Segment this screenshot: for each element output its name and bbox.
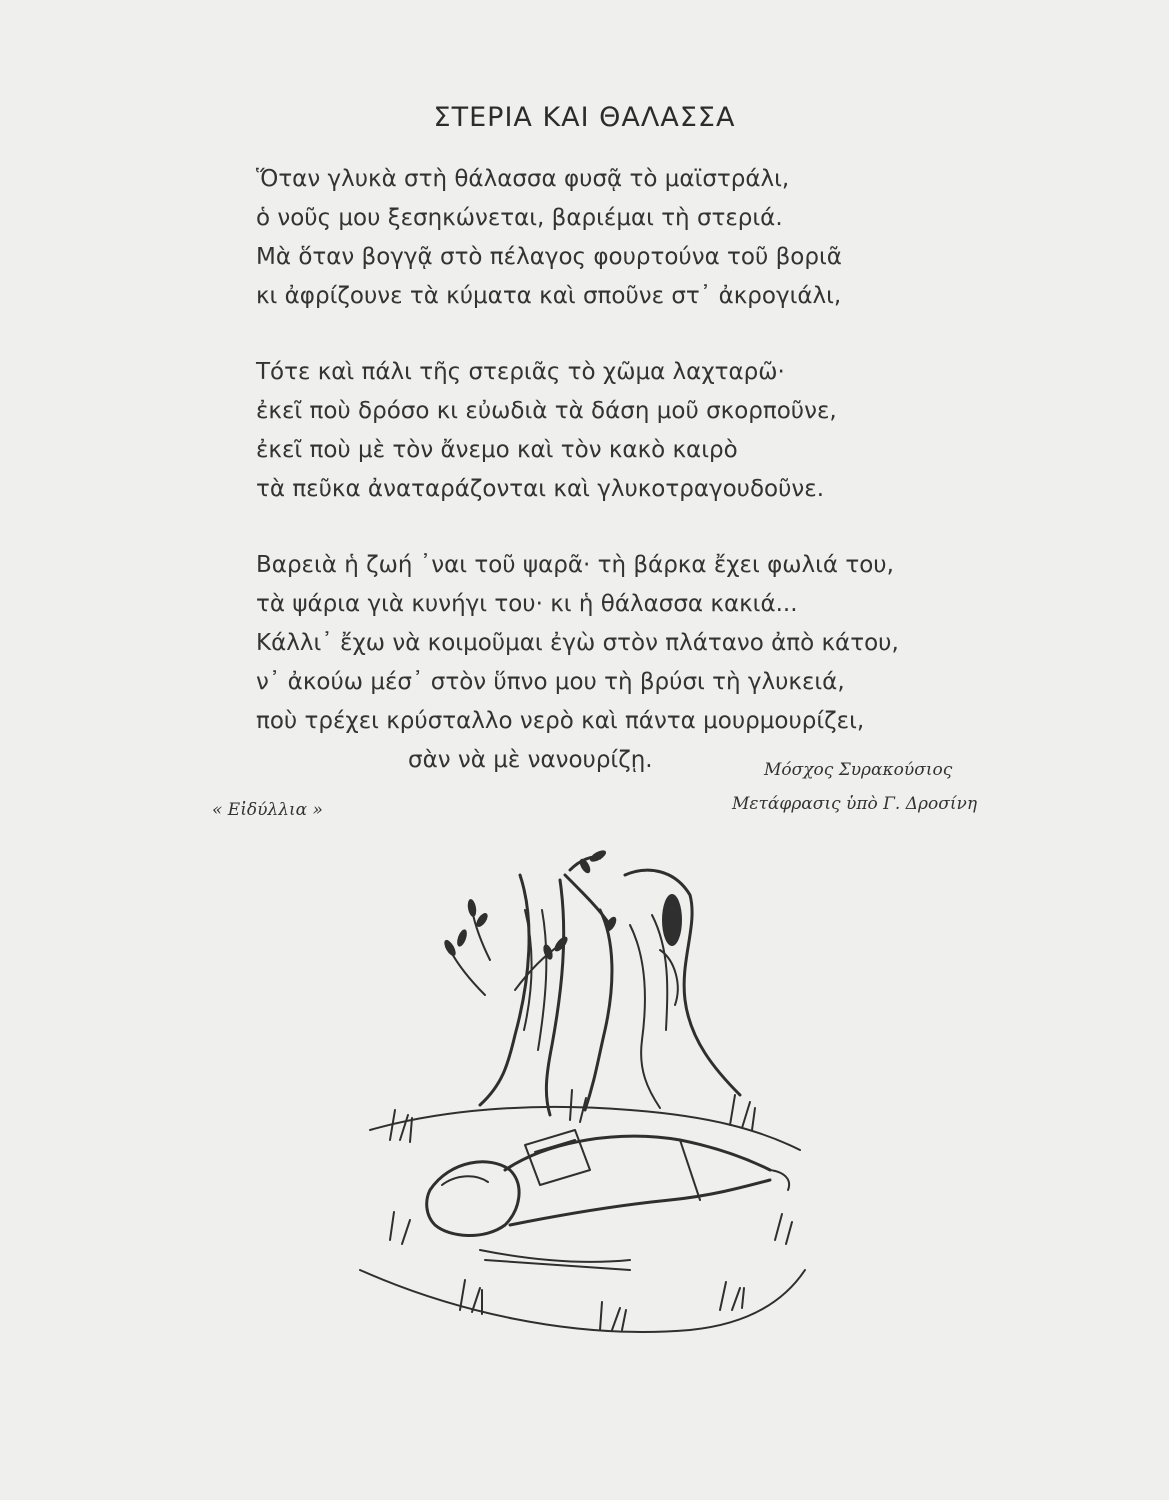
poem-line: ὁ νοῦς μου ξεσηκώνεται, βαριέμαι τὴ στεριά. — [256, 205, 783, 231]
poem-line: ἐκεῖ ποὺ δρόσο κι εὐωδιὰ τὰ δάση μοῦ σκορποῦνε, — [256, 398, 837, 424]
poem-line: τὰ πεῦκα ἀναταράζονται καὶ γλυκοτραγουδοῦνε. — [256, 476, 825, 502]
poem-title: ΣΤΕΡΙΑ ΚΑΙ ΘΑΛΑΣΣΑ — [433, 102, 736, 133]
poem-line: τὰ ψάρια γιὰ κυνήγι του· κι ἡ θάλασσα κακιά... — [256, 591, 798, 617]
stanza-spacer — [256, 316, 1076, 353]
poem-line: Τότε καὶ πάλι τῆς στεριᾶς τὸ χῶμα λαχταρῶ· — [256, 359, 785, 385]
poem-body — [256, 160, 1076, 780]
poem-line: Κάλλι᾽ ἔχω νὰ κοιμοῦμαι ἐγὼ στὸν πλάτανο ἀπὸ κάτου, — [256, 630, 899, 656]
poem-line: Μὰ ὅταν βογγᾷ στὸ πέλαγος φουρτούνα τοῦ βοριᾶ — [256, 244, 842, 270]
stanza-2 — [256, 353, 1076, 509]
poem-line: Βαρειὰ ἡ ζωή ᾽ναι τοῦ ψαρᾶ· τὴ βάρκα ἔχει φωλιά του, — [256, 552, 894, 578]
poem-line: Ὅταν γλυκὰ στὴ θάλασσα φυσᾷ τὸ μαϊστράλι, — [256, 166, 790, 192]
poem-line: ν᾽ ἀκούω μέσ᾽ στὸν ὕπνο μου τὴ βρύσι τὴ γλυκειά, — [256, 669, 845, 695]
poem-line-refrain: σὰν νὰ μὲ νανουρίζῃ. — [408, 747, 653, 773]
stanza-3 — [256, 546, 1076, 780]
poem-line: ποὺ τρέχει κρύσταλλο νερὸ καὶ πάντα μουρμουρίζει, — [256, 708, 865, 734]
source-title: « Εἰδύλλια » — [212, 800, 323, 820]
stanza-1 — [256, 160, 1076, 316]
translator-credit: Μετάφρασις ὑπὸ Γ. Δροσίνη — [732, 794, 978, 814]
sleeping-shepherd-illustration — [330, 840, 830, 1400]
poem-line: κι ἀφρίζουνε τὰ κύματα καὶ σποῦνε στ᾽ ἀκρογιάλι, — [256, 283, 842, 309]
poem-line: ἐκεῖ ποὺ μὲ τὸν ἄνεμο καὶ τὸν κακὸ καιρὸ — [256, 437, 738, 463]
stanza-spacer — [256, 509, 1076, 546]
author-credit: Μόσχος Συρακούσιος — [764, 760, 953, 780]
